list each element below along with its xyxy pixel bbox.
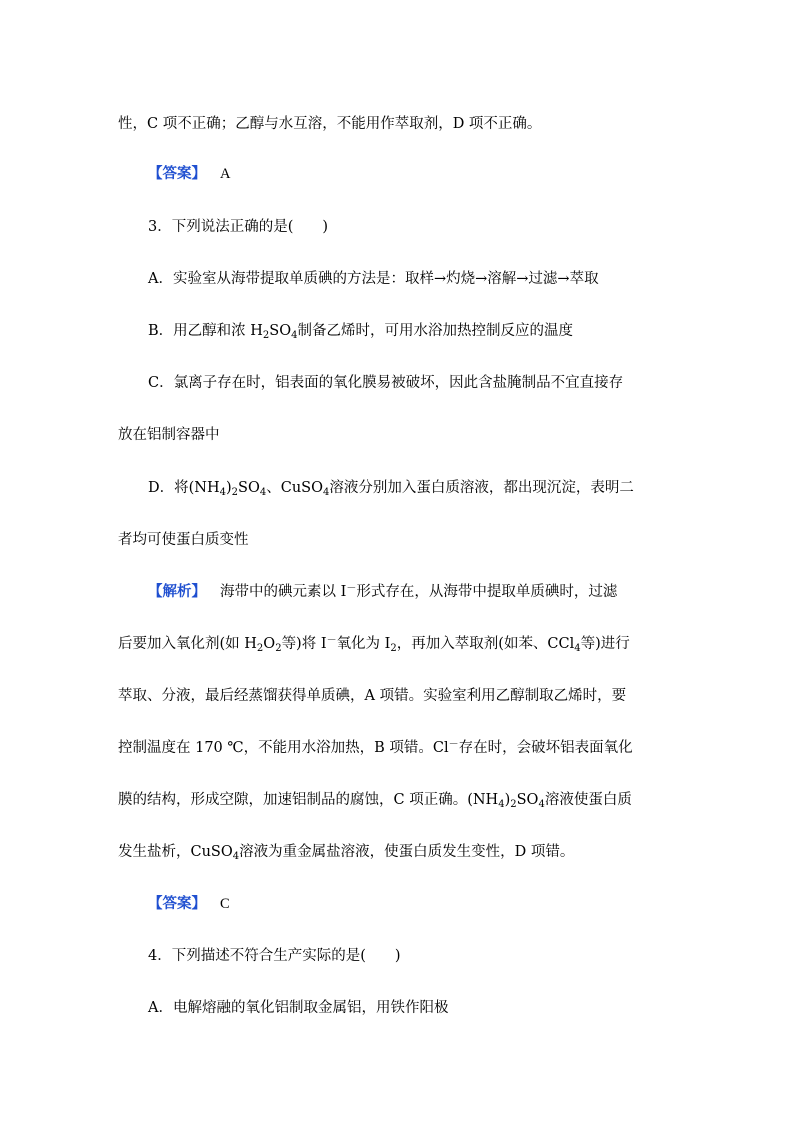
text: ) [504, 792, 511, 808]
subscript: 2 [275, 643, 282, 654]
subscript: 2 [390, 643, 397, 654]
option-a [148, 269, 708, 289]
superscript: － [346, 583, 357, 594]
subscript: 2 [256, 643, 264, 654]
subscript: 4 [259, 487, 267, 498]
subscript: 4 [219, 487, 226, 498]
answer-label: 【答案】 [148, 165, 206, 182]
option-text: 放在铝制容器中 [118, 427, 220, 443]
superscript: － [326, 635, 337, 646]
text: SO [238, 480, 260, 496]
text: 溶液分别加入蛋白质溶液，都出现沉淀，表明二 [329, 480, 634, 496]
option-text: A．实验室从海带提取单质碘的方法是：取样→灼烧→溶解→过滤→萃取 [148, 271, 599, 287]
text: 氧化为 I [336, 636, 391, 652]
text-line [118, 114, 678, 134]
answer-line [148, 894, 708, 914]
text: 溶液使蛋白质 [544, 792, 632, 808]
option-text: 者均可使蛋白质变性 [118, 532, 249, 548]
analysis-line-6 [118, 842, 678, 862]
option-c [148, 373, 708, 393]
subscript: 2 [510, 799, 517, 810]
option-text: A．电解熔融的氧化铝制取金属铝，用铁作阳极 [148, 1000, 449, 1016]
option-b [148, 321, 708, 341]
option-c-cont [118, 425, 678, 445]
text: B．用乙醇和浓 H [148, 323, 263, 339]
subscript: 4 [323, 487, 330, 498]
analysis-line-2 [118, 634, 678, 654]
subscript: 2 [231, 487, 239, 498]
answer-value: C [220, 896, 230, 912]
analysis-line-4 [118, 738, 678, 758]
text: 、CuSO [266, 480, 324, 496]
text: 海带中的碘元素以 I [220, 584, 347, 600]
question-3 [148, 217, 708, 237]
subscript: 4 [498, 799, 505, 810]
text: ) [226, 480, 232, 496]
option-a [148, 998, 708, 1018]
analysis-line-3 [118, 686, 678, 706]
subscript: 2 [262, 330, 270, 341]
subscript: 4 [291, 330, 298, 341]
question-text: 3．下列说法正确的是( ) [148, 219, 329, 235]
text: 后要加入氧化剂(如 H [118, 636, 257, 652]
text: 等)将 I [281, 636, 327, 652]
text: ，再加入萃取剂(如苯、CCl [396, 636, 575, 652]
answer-value: A [220, 166, 231, 182]
option-text: C．氯离子存在时，铝表面的氧化膜易被破坏，因此含盐腌制品不宜直接存 [148, 375, 624, 391]
superscript: － [448, 739, 459, 750]
text: D．将(NH [148, 480, 220, 496]
analysis-label: 【解析】 [148, 583, 206, 600]
text: 存在时，会破坏铝表面氧化 [458, 740, 633, 756]
text: 控制温度在 170 ℃，不能用水浴加热，B 项错。Cl [118, 740, 449, 756]
option-d [148, 478, 708, 498]
answer-label: 【答案】 [148, 895, 206, 912]
text: 制备乙烯时，可用水浴加热控制反应的温度 [297, 323, 573, 339]
subscript: 4 [538, 799, 545, 810]
subscript: 4 [574, 643, 581, 654]
analysis-line-5 [118, 790, 678, 810]
text: 溶液为重金属盐溶液，使蛋白质发生变性，D 项错。 [239, 844, 575, 860]
text: SO [269, 323, 292, 339]
question-4 [148, 946, 708, 966]
text: 性，C 项不正确；乙醇与水互溶，不能用作萃取剂，D 项不正确。 [118, 116, 542, 132]
question-text: 4．下列描述不符合生产实际的是( ) [148, 948, 401, 964]
analysis-line-1 [148, 582, 708, 602]
text: SO [516, 792, 539, 808]
text: 发生盐析，CuSO [118, 844, 233, 860]
text: 形式存在，从海带中提取单质碘时，过滤 [356, 584, 618, 600]
option-d-cont [118, 530, 678, 550]
subscript: 4 [232, 851, 240, 862]
text: 等)进行 [580, 636, 630, 652]
text: 萃取、分液，最后经蒸馏获得单质碘，A 项错。实验室利用乙醇制取乙烯时，要 [118, 688, 627, 704]
answer-line [148, 164, 708, 184]
text: O [263, 636, 276, 652]
text: 膜的结构，形成空隙，加速铝制品的腐蚀，C 项正确。(NH [118, 792, 499, 808]
